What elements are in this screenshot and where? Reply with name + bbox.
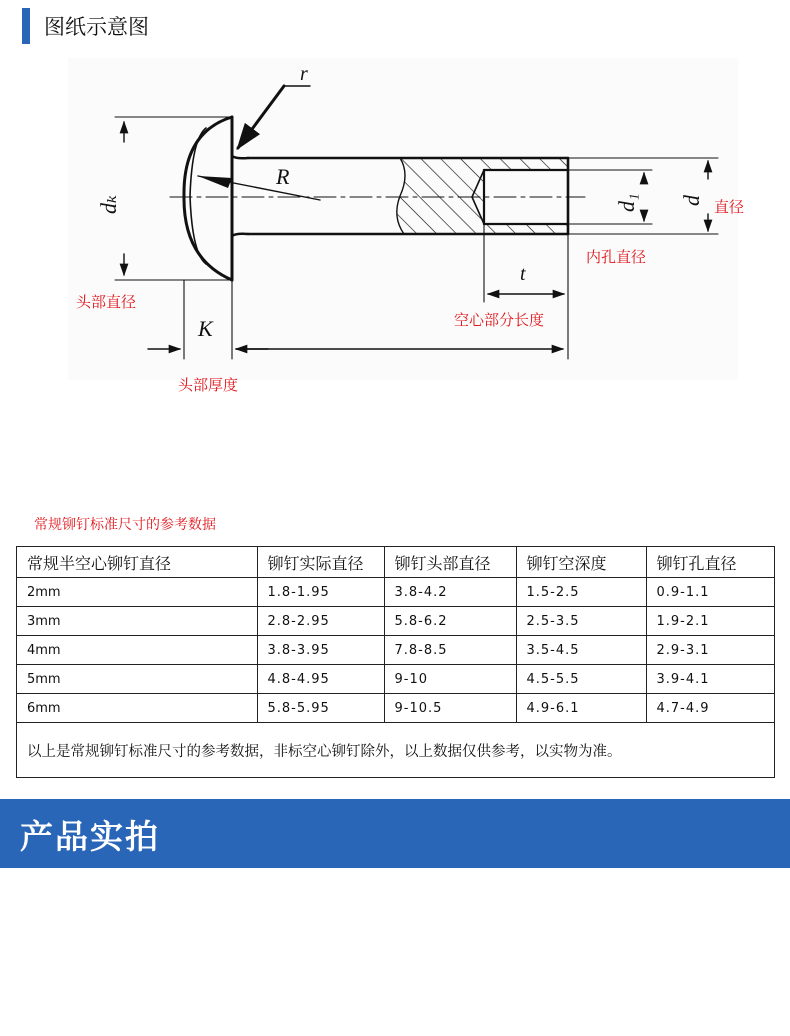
cell-hole: 1.9-2.1 [646, 607, 774, 636]
banner-title: 产品实拍 [20, 817, 160, 856]
cell-depth: 4.9-6.1 [516, 694, 646, 723]
header-hole-diameter: 铆钉孔直径 [646, 547, 774, 578]
cell-depth: 4.5-5.5 [516, 665, 646, 694]
label-diameter: 直径 [714, 198, 745, 216]
header-head-diameter: 铆钉头部直径 [384, 547, 516, 578]
header-hollow-depth: 铆钉空深度 [516, 547, 646, 578]
symbol-R: R [276, 164, 290, 189]
cell-nominal: 4mm [17, 636, 257, 665]
cell-nominal: 2mm [17, 578, 257, 607]
symbol-K: K [198, 316, 213, 341]
cell-depth: 3.5-4.5 [516, 636, 646, 665]
cell-hole: 4.7-4.9 [646, 694, 774, 723]
cell-actual: 5.8-5.95 [257, 694, 384, 723]
table-row [17, 665, 774, 694]
cell-hole: 0.9-1.1 [646, 578, 774, 607]
table-row [17, 578, 774, 607]
cell-head: 9-10 [384, 665, 516, 694]
header-nominal-diameter: 常规半空心铆钉直径 [17, 547, 257, 578]
cell-actual: 3.8-3.95 [257, 636, 384, 665]
cell-head: 3.8-4.2 [384, 578, 516, 607]
label-inner-hole-diameter: 内孔直径 [586, 248, 647, 266]
table-row [17, 636, 774, 665]
section-title: 图纸示意图 [44, 15, 149, 39]
spec-table-note: 以上是常规铆钉标准尺寸的参考数据，非标空心铆钉除外，以上数据仅供参考，以实物为准。 [27, 744, 622, 760]
symbol-dk: dₖ [96, 194, 121, 214]
cell-head: 5.8-6.2 [384, 607, 516, 636]
spec-grid [17, 547, 774, 723]
label-head-diameter: 头部直径 [76, 293, 137, 311]
cell-depth: 1.5-2.5 [516, 578, 646, 607]
product-photos-banner [0, 799, 790, 868]
cell-nominal: 3mm [17, 607, 257, 636]
cell-head: 9-10.5 [384, 694, 516, 723]
cell-head: 7.8-8.5 [384, 636, 516, 665]
section-accent-bar [22, 8, 30, 44]
label-hollow-length: 空心部分长度 [454, 311, 545, 329]
cell-actual: 4.8-4.95 [257, 665, 384, 694]
table-row [17, 607, 774, 636]
spec-table [16, 546, 775, 778]
header-actual-diameter: 铆钉实际直径 [257, 547, 384, 578]
cell-actual: 2.8-2.95 [257, 607, 384, 636]
cell-nominal: 6mm [17, 694, 257, 723]
cell-hole: 2.9-3.1 [646, 636, 774, 665]
symbol-r: r [300, 63, 308, 85]
table-header-row [17, 547, 774, 578]
cell-depth: 2.5-3.5 [516, 607, 646, 636]
cell-hole: 3.9-4.1 [646, 665, 774, 694]
cell-nominal: 5mm [17, 665, 257, 694]
symbol-d: d [679, 195, 704, 206]
table-row [17, 694, 774, 723]
symbol-t: t [520, 263, 526, 285]
section-header-drawing [22, 8, 149, 44]
spec-table-caption: 常规铆钉标准尺寸的参考数据 [34, 517, 216, 533]
rivet-diagram [0, 54, 790, 404]
cell-actual: 1.8-1.95 [257, 578, 384, 607]
symbol-d1: d₁ [614, 193, 639, 212]
label-head-thickness: 头部厚度 [178, 376, 239, 394]
